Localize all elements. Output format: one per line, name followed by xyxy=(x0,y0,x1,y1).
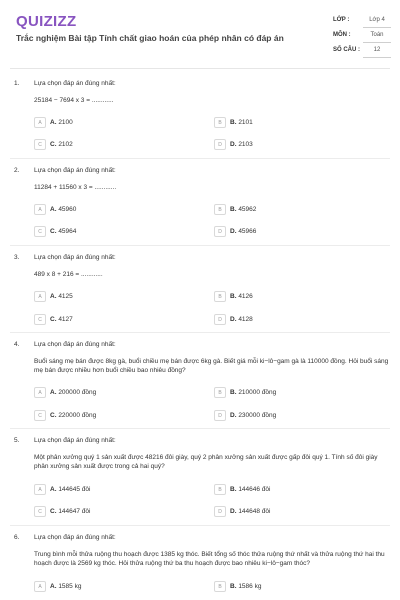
question-number: 6. xyxy=(14,534,20,541)
option-label: A. xyxy=(50,486,57,493)
option-value: 45964 xyxy=(58,228,77,235)
option-value: 45966 xyxy=(238,228,257,235)
option-label: B. xyxy=(230,389,237,396)
question-text: 11284 + 11560 x 3 = ............ xyxy=(34,184,117,191)
option-letter-box: B xyxy=(214,387,226,398)
option-letter-box: D xyxy=(214,506,226,517)
option-label: A. xyxy=(50,389,57,396)
option-letter-box: C xyxy=(34,410,46,421)
question-instruction: Lựa chọn đáp án đúng nhất: xyxy=(34,341,116,348)
option-letter-box: A xyxy=(34,117,46,128)
question-instruction: Lựa chọn đáp án đúng nhất: xyxy=(34,534,116,541)
option-value: 144646 đôi xyxy=(238,486,271,493)
option-value: 1585 kg xyxy=(58,583,82,590)
option-letter-box: D xyxy=(214,139,226,150)
option-letter-box: A xyxy=(34,291,46,302)
option-label: A. xyxy=(50,206,57,213)
question-instruction: Lựa chọn đáp án đúng nhất: xyxy=(34,254,116,261)
option-label: D. xyxy=(230,412,237,419)
option-letter-box: C xyxy=(34,226,46,237)
header-divider xyxy=(10,68,390,69)
question-text: Trung bình mỗi thửa ruộng thu hoạch được 1385 kg thóc. Biết tổng số thóc thửa ruộng thứ nhất và thửa ruộng thứ hai thu hoạch được là 2569 kg thóc. Hỏi thửa ruộng thứ ba thu hoạch được bao nhiêu ki−lô−gam thóc? xyxy=(34,551,385,567)
meta-grade xyxy=(333,16,389,28)
meta-count-underline xyxy=(363,57,391,58)
option-letter-box: C xyxy=(34,139,46,150)
question-divider xyxy=(10,245,390,246)
worksheet-header xyxy=(0,0,400,68)
option-label: B. xyxy=(230,206,237,213)
option-label: C. xyxy=(50,228,57,235)
worksheet-title: Trắc nghiệm Bài tập Tính chất giao hoán của phép nhân có đáp án xyxy=(16,33,284,43)
meta-question-count xyxy=(333,46,389,58)
option-value: 4127 xyxy=(58,316,73,323)
meta-subject-value: Toán xyxy=(370,32,384,38)
option-value: 230000 đồng xyxy=(238,412,277,419)
option-value: 2103 xyxy=(238,141,253,148)
question-text: 25184 − 7694 x 3 = ............ xyxy=(34,97,114,104)
option-value: 210000 đồng xyxy=(238,389,277,396)
question-number: 4. xyxy=(14,341,20,348)
option-label: C. xyxy=(50,141,57,148)
option-label: B. xyxy=(230,119,237,126)
question-instruction: Lựa chọn đáp án đúng nhất: xyxy=(34,437,116,444)
option-label: D. xyxy=(230,316,237,323)
question-divider xyxy=(10,332,390,333)
option-letter-box: B xyxy=(214,581,226,592)
option-label: B. xyxy=(230,293,237,300)
question-divider xyxy=(10,428,390,429)
option-label: A. xyxy=(50,583,57,590)
option-letter-box: C xyxy=(34,314,46,325)
option-label: A. xyxy=(50,293,57,300)
option-value: 45962 xyxy=(238,206,257,213)
option-label: C. xyxy=(50,508,57,515)
meta-subject xyxy=(333,31,389,43)
meta-grade-value: Lớp 4 xyxy=(369,17,385,23)
option-letter-box: A xyxy=(34,484,46,495)
option-letter-box: D xyxy=(214,410,226,421)
option-letter-box: A xyxy=(34,204,46,215)
option-value: 4126 xyxy=(238,293,253,300)
question-number: 5. xyxy=(14,437,20,444)
option-label: C. xyxy=(50,316,57,323)
question-text: Một phân xưởng quý 1 sản xuất được 48216 đôi giày, quý 2 phân xưởng sản xuất được gấp đôi quý 1. Tính số đôi giày phân xưởng sản xuất được trong cả hai quý? xyxy=(34,454,378,470)
meta-count-value: 12 xyxy=(373,47,381,53)
option-value: 220000 đồng xyxy=(58,412,97,419)
question-number: 3. xyxy=(14,254,20,261)
meta-subject-key: MÔN : xyxy=(333,32,351,38)
question-text: 489 x 8 + 216 = ............ xyxy=(34,271,103,278)
meta-grade-key: LỚP : xyxy=(333,17,350,23)
question-text: Buổi sáng mẹ bán được 8kg gà, buổi chiều mẹ bán được 6kg gà. Biết giá mỗi ki−lô−gam gà là 110000 đồng. Hỏi buổi sáng mẹ bán được nhiều hơn buổi chiều bao nhiêu đồng? xyxy=(34,358,389,374)
option-letter-box: A xyxy=(34,387,46,398)
option-value: 2101 xyxy=(238,119,253,126)
question-instruction: Lựa chọn đáp án đúng nhất: xyxy=(34,80,116,87)
option-value: 4128 xyxy=(238,316,253,323)
quizizz-logo: QUIZIZZ xyxy=(16,13,77,30)
option-value: 4125 xyxy=(58,293,73,300)
option-label: B. xyxy=(230,583,237,590)
option-value: 1586 kg xyxy=(238,583,262,590)
option-value: 2102 xyxy=(58,141,73,148)
option-letter-box: D xyxy=(214,226,226,237)
question-number: 1. xyxy=(14,80,20,87)
option-label: D. xyxy=(230,228,237,235)
option-label: C. xyxy=(50,412,57,419)
question-number: 2. xyxy=(14,167,20,174)
option-label: D. xyxy=(230,141,237,148)
option-letter-box: B xyxy=(214,117,226,128)
meta-grade-underline xyxy=(363,27,391,28)
meta-count-key: SỐ CÂU : xyxy=(333,47,360,53)
option-value: 144645 đôi xyxy=(58,486,91,493)
option-label: A. xyxy=(50,119,57,126)
option-label: B. xyxy=(230,486,237,493)
option-value: 45960 xyxy=(58,206,77,213)
option-value: 144648 đôi xyxy=(238,508,271,515)
option-letter-box: B xyxy=(214,484,226,495)
option-letter-box: A xyxy=(34,581,46,592)
question-divider xyxy=(10,158,390,159)
option-letter-box: B xyxy=(214,204,226,215)
option-letter-box: C xyxy=(34,506,46,517)
option-letter-box: B xyxy=(214,291,226,302)
meta-subject-underline xyxy=(363,42,391,43)
question-instruction: Lựa chọn đáp án đúng nhất: xyxy=(34,167,116,174)
option-letter-box: D xyxy=(214,314,226,325)
option-label: D. xyxy=(230,508,237,515)
option-value: 144647 đôi xyxy=(58,508,91,515)
question-divider xyxy=(10,525,390,526)
option-value: 200000 đồng xyxy=(58,389,97,396)
option-value: 2100 xyxy=(58,119,73,126)
